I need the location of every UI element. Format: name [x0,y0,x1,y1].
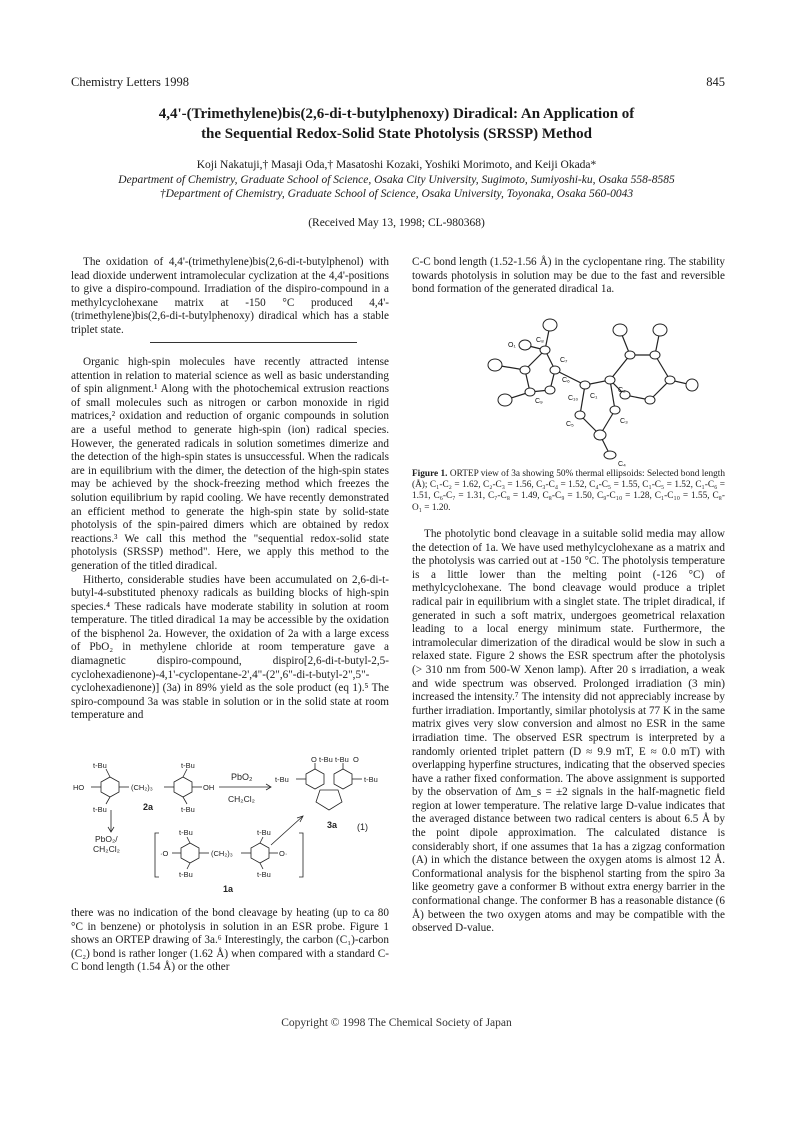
scheme-label-1a: 1a [223,884,234,894]
scheme-tbu-3a-left: t-Bu [275,775,289,784]
scheme-ch2-2a: (CH₂)₃ [131,783,153,792]
ortep-label-c10: C₁₀ [568,395,579,402]
ortep-label-c2: C₂ [618,387,626,394]
scheme-tbu-2a-br: t-Bu [181,805,195,814]
scheme-odot-right: O· [279,849,288,858]
scheme-o-left-3a: O [311,755,317,764]
ortep-label-c7: C₇ [560,357,568,364]
scheme-solvent-diag: CH₂Cl₂ [93,844,120,854]
abstract [71,256,389,338]
scheme-tbu-2a-bl: t-Bu [93,805,107,814]
author-list: Koji Nakatuji,† Masaji Oda,† Masatoshi Kozaki, Yoshiki Morimoto, and Keiji Okada* [196,159,597,171]
scheme-label-3a: 3a [327,820,338,830]
scheme-odot-left: ·O [160,849,169,858]
scheme-reagent-diag: PbO₂/ [95,834,118,844]
ortep-label-o1: O₁ [508,342,516,349]
right-column-body [412,528,725,936]
ortep-label-c8: C₈ [536,337,544,344]
scheme-o-right-3a: O [353,755,359,764]
scheme-tbu-2a-tr: t-Bu [181,761,195,770]
ortep-label-c4: C₄ [618,461,626,468]
right-column-top [412,256,725,297]
abstract-divider [150,342,357,343]
affiliation-2: †Department of Chemistry, Graduate School of Science, Osaka University, Toyonaka, Osaka 560-0043 [159,188,634,200]
paragraph-bond-length: C-C bond length (1.52-1.56 Å) in the cyclopentane ring. The stability towards photolysis in solution may be due to the fast and reversible bond formation of the generated diradical 1a. [412,256,725,296]
paragraph-photolysis: The photolytic bond cleavage in a suitable solid media may allow the detection of 1a. We have used methylcyclohexane as a matrix and the photolysis was carried out at -150 °C. The photolysis temperature is a little lower than the melting point (-126 °C) of methylcyclohexane. The bond cleavage would produce a triplet radical pair in equilibrium with a singlet state. The triplet diradical, if generated in such a soft matrix, undergoes geometrical relaxation leading to a local energy minimum state. Furthermore, the intramolecular dimerization of the diradical would be slow in such a relaxed state. Figure 2 shows the ESR spectrum after the photolysis (> 310 nm from 500-W Xenon lamp). After 20 s irradiation, a weak and wide spectrum was observed. Prolonged irradiation (3 min) increased the intensity.⁷ The intensity did not appreciably increase by further irradiation. Importantly, similar photolysis at 77 K in the same matrix gives very slow conversion and almost no ESR in the same irradiation time. The observed ESR spectrum is interpreted by a randomly oriented triplet pattern (D ≈ 9.9 mT, E ≈ 0.0 mT) with overlapping hyperfine structures, indicating that the observed species have a rather fixed conformation. The above assignment is supported by the observation of Δm_s = ±2 signals in the half-magnetic field region at lower temperature. The relative large D-value indicates that the averaged distance between two radical centers is about 6.5 Å by the point dipole approximation. The calculated distance is considerably short, if one assumes that 1a has a zigzag conformation (A) in which the distance between the oxygen atoms is almost 12 Å. Conformational analysis for the bisphenol starting from the spiro 3a like geometry gave a conformer B without extra energy barrier in the conformational change. The conformer B has a reasonable distance (6 Å) between the two oxygen atoms and may be compatible with the observed D-value. [412,528,725,935]
scheme-tbu-1a-bl: t-Bu [179,870,193,879]
figure-1-caption [412,469,725,514]
ortep-label-c5: C₅ [566,421,574,428]
abstract-text: The oxidation of 4,4'-(trimethylene)bis(2,6-di-t-butylphenol) with lead dioxide underwent intramolecular cyclization at the 4,4'-positions to give a dispiro-compound. Irradiation of the dispiro-compound in a methylcyclohexane matrix at -150 °C produced 4,4'-(trimethylene)bis(2,6-di-t-butylphenoxy) diradical which has a stable triplet state. [71,256,389,336]
title-line-2: the Sequential Redox-Solid State Photolysis (SRSSP) Method [201,126,592,142]
affiliation-1: Department of Chemistry, Graduate School of Science, Osaka City University, Sugimoto, Sumiyoshi-ku, Osaka 558-8585 [118,174,675,186]
figure-1-caption-text: ORTEP view of 3a showing 50% thermal ellipsoids: Selected bond length (Å); C₁-C₂ = 1.62, C₂-C₃ = 1.56, C₃-C₄ = 1.52, C₄-C₅ = 1.55, C₁-C₅ = 1.52, C₁-C₆ = 1.51, C₆-C₇ = 1.31, C₇-C₈ = 1.49, C₈-C₉ = 1.50, C₉-C₁₀ = 1.28, C₁-C₁₀ = 1.55, C₈-O₁ = 1.20. [412,469,725,513]
scheme-reagent: PbO₂ [231,772,253,782]
scheme-tbu-1a-tr: t-Bu [257,828,271,837]
paragraph-intro: Organic high-spin molecules have recently attracted intense attention in relation to material science as well as basic understanding of spin alignment.¹ Along with the photochemical extrusion reactions of small molecules such as nitrogen or carbon monoxide in rigid matrices,² oxidation and reduction of organic compounds in solution are a useful method to generate high-spin (ion) radical species. However, the generated radicals in solution sometimes dimerize and the detection of the high-spin states is unsuccessful. When the radicals are in equilibrium with the dimer, the detection of the high-spin states may be achieved by the shock-freezing method which freezes the solution equilibrium by rapid cooling. We have recently demonstrated an efficient method to generate the high-spin state by solid-state photolysis of the spin-paired dimers which are obtained by redox reactions.³ We call this method the "sequential redox-solid state photolysis (SRSSP) method". Here, we apply this method to the generation of the titled diradical. [71,356,389,572]
received-date: (Received May 13, 1998; CL-980368) [308,217,485,229]
scheme-ch2-1a: (CH₂)₃ [211,849,233,858]
affiliations [60,173,733,201]
scheme-tbu-3a-right: t-Bu [364,775,378,784]
title-line-1: 4,4'-(Trimethylene)bis(2,6-di-t-butylphenoxy) Diradical: An Application of [158,106,635,122]
scheme-tbu-2a-tl: t-Bu [93,761,107,770]
copyright-footer: Copyright © 1998 The Chemical Society of Japan [281,1017,512,1029]
left-column-bottom [71,907,389,975]
scheme-solvent: CH₂Cl₂ [228,794,255,804]
ortep-label-c9: C₉ [535,398,543,405]
scheme-tbu-1a-br: t-Bu [257,870,271,879]
scheme-tbu-3a-2: t-Bu [335,755,349,764]
scheme-tbu-3a-1: t-Bu [319,755,333,764]
paragraph-hitherto: Hitherto, considerable studies have been accumulated on 2,6-di-t-butyl-4-substituted phenoxy radicals as building blocks of high-spin species.⁴ These radicals have moderate stability in solution at room temperature. The titled diradical 1a may be accessible by the oxidation of the bisphenol 2a. However, the oxidation of 2a with a large excess of PbO₂ in methylene chloride at room temperature gave a diamagnetic dispiro-compound, dispiro[2,6-di-t-butyl-2,5-cyclohexadienone)-4,1'-cyclopentane-2',4"-(2",6"-di-t-butyl-2",5"-cyclohexadienone)] (3a) in 89% yield as the sole product (eq 1).⁵ The spiro-compound 3a was stable in solution or in the solid state at room temperature and [71,573,389,722]
scheme-ho: HO [73,783,85,792]
reaction-scheme [71,755,389,902]
scheme-tbu-1a-tl: t-Bu [179,828,193,837]
ortep-label-c1: C₁ [590,393,598,400]
page-number: 845 [706,75,725,89]
figure-1-label: Figure 1. [412,469,448,479]
article-title [60,104,733,144]
scheme-eq-number: (1) [357,822,368,832]
scheme-label-2a: 2a [143,802,154,812]
ortep-label-c6: C₆ [562,377,570,384]
left-column-body [71,356,389,723]
journal-header: Chemistry Letters 1998 [71,75,190,89]
ortep-figure [470,300,700,470]
scheme-oh: OH [203,783,215,792]
paragraph-ortep-discussion: there was no indication of the bond cleavage by heating (up to ca 80 °C in benzene) or photolysis in solution in an ESR probe. Figure 1 shows an ORTEP drawing of 3a.⁶ Interestingly, the carbon (C₁)-carbon (C₂) bond is rather longer (1.62 Å) when compared with a standard C-C bond length (1.54 Å) or the other [71,907,389,974]
ortep-label-c3: C₃ [620,418,628,425]
